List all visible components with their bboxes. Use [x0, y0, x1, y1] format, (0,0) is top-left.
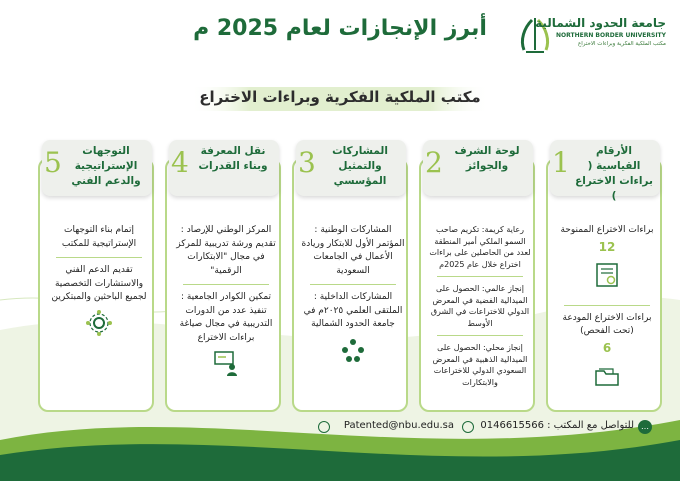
- team-icon: [339, 336, 367, 364]
- royal-patronage-text: رعاية كريمة: تكريم صاحب السمو الملكي أمير المنطقة لعدد من الحاصلين على براءات اختراع خلال عام 2025م: [429, 225, 531, 269]
- contact-label: للتواصل مع المكتب :: [547, 420, 634, 431]
- column-number: 5: [44, 146, 62, 179]
- contact-footer: [20, 418, 660, 440]
- column-header: [42, 140, 152, 196]
- divider: [437, 276, 523, 277]
- certificate-icon: [593, 261, 621, 289]
- column-heading: نقل المعرفة وبناء القدرات: [198, 145, 268, 172]
- strategy-text: إتمام بناء التوجهات الإستراتيجية للمكتب: [61, 225, 137, 249]
- page-subtitle: مكتب الملكية الفكرية وبراءات الاختراع: [199, 88, 481, 106]
- divider: [183, 284, 269, 285]
- granted-label: براءات الاختراع الممنوحة: [560, 225, 654, 235]
- divider: [56, 257, 142, 258]
- internal-participation-text: المشاركات الداخلية : الملتقى العلمي ٢٠٢٥م في جامعة الحدود الشمالية: [303, 292, 403, 329]
- column-number: 3: [298, 146, 316, 179]
- column-1: [546, 140, 664, 412]
- column-number: 2: [425, 146, 443, 179]
- folder-icon: [593, 362, 621, 390]
- granted-count: 12: [598, 239, 616, 254]
- column-header: [169, 140, 279, 196]
- column-card: [292, 158, 408, 412]
- column-header: [296, 140, 406, 196]
- university-name-en: NORTHERN BORDER UNIVERSITY: [556, 32, 666, 39]
- divider: [437, 335, 523, 336]
- column-card: [38, 158, 154, 412]
- column-4: [165, 140, 283, 412]
- contact-email[interactable]: Patented@nbu.edu.sa: [343, 420, 454, 431]
- chat-icon: …: [638, 420, 652, 434]
- technical-support-text: تقديم الدعم الفني والاستشارات التخصصية لجميع الباحثين والمبتكرين: [51, 265, 147, 302]
- column-number: 4: [171, 146, 189, 179]
- gear-people-icon: [85, 309, 113, 337]
- column-header: [423, 140, 533, 196]
- column-header: [550, 140, 660, 202]
- column-number: 1: [552, 146, 570, 179]
- column-card: [419, 158, 535, 412]
- column-5: [38, 140, 156, 412]
- column-heading: لوحة الشرف والجوائز: [454, 145, 520, 172]
- global-achievement-text: إنجاز عالمي: الحصول على الميدالية الفضية في المعرض الدولي للاختراعات في الشرق الأوسط: [430, 284, 530, 328]
- filed-count: 6: [602, 340, 612, 355]
- column-3: [292, 140, 410, 412]
- column-2: [419, 140, 537, 412]
- training-icon: [212, 349, 240, 377]
- email-icon: [318, 421, 330, 433]
- divider: [564, 305, 650, 306]
- filed-label: براءات الاختراع المودعة (تحت الفحص): [562, 312, 652, 336]
- column-heading: الأرقام القياسية ( براءات الاختراع ): [575, 145, 653, 202]
- column-card: [165, 158, 281, 412]
- national-participation-text: المشاركات الوطنية : المؤتمر الأول للابتكار وريادة الأعمال في الجامعات السعودية: [301, 225, 405, 276]
- contact-phone[interactable]: 0146615566: [480, 420, 544, 431]
- university-name-ar: جامعة الحدود الشمالية: [535, 16, 666, 30]
- column-heading: التوجهات الإستراتيجية والدعم الفني: [71, 145, 141, 187]
- office-name: مكتب الملكية الفكرية وبراءات الاختراع: [577, 41, 666, 47]
- column-heading: المشاركات والتمثيل المؤسسي: [332, 145, 388, 187]
- university-logo: [516, 14, 666, 58]
- staff-training-text: تمكين الكوادر الجامعية : تنفيذ عدد من الدورات التدريبية في مجال صياغة براءات الاختراع: [179, 292, 273, 343]
- phone-icon: [462, 421, 474, 433]
- ncm-workshop-text: المركز الوطني للإرصاد : تقديم ورشة تدريبية للمركز في مجال "الابتكارات الرقمية": [176, 225, 276, 276]
- local-achievement-text: إنجاز محلي: الحصول على الميدالية الذهبية في المعرض السعودي الدولي للاختراعات والابتكارات: [432, 343, 528, 387]
- page-title: أبرز الإنجازات لعام 2025 م: [193, 16, 487, 41]
- divider: [310, 284, 396, 285]
